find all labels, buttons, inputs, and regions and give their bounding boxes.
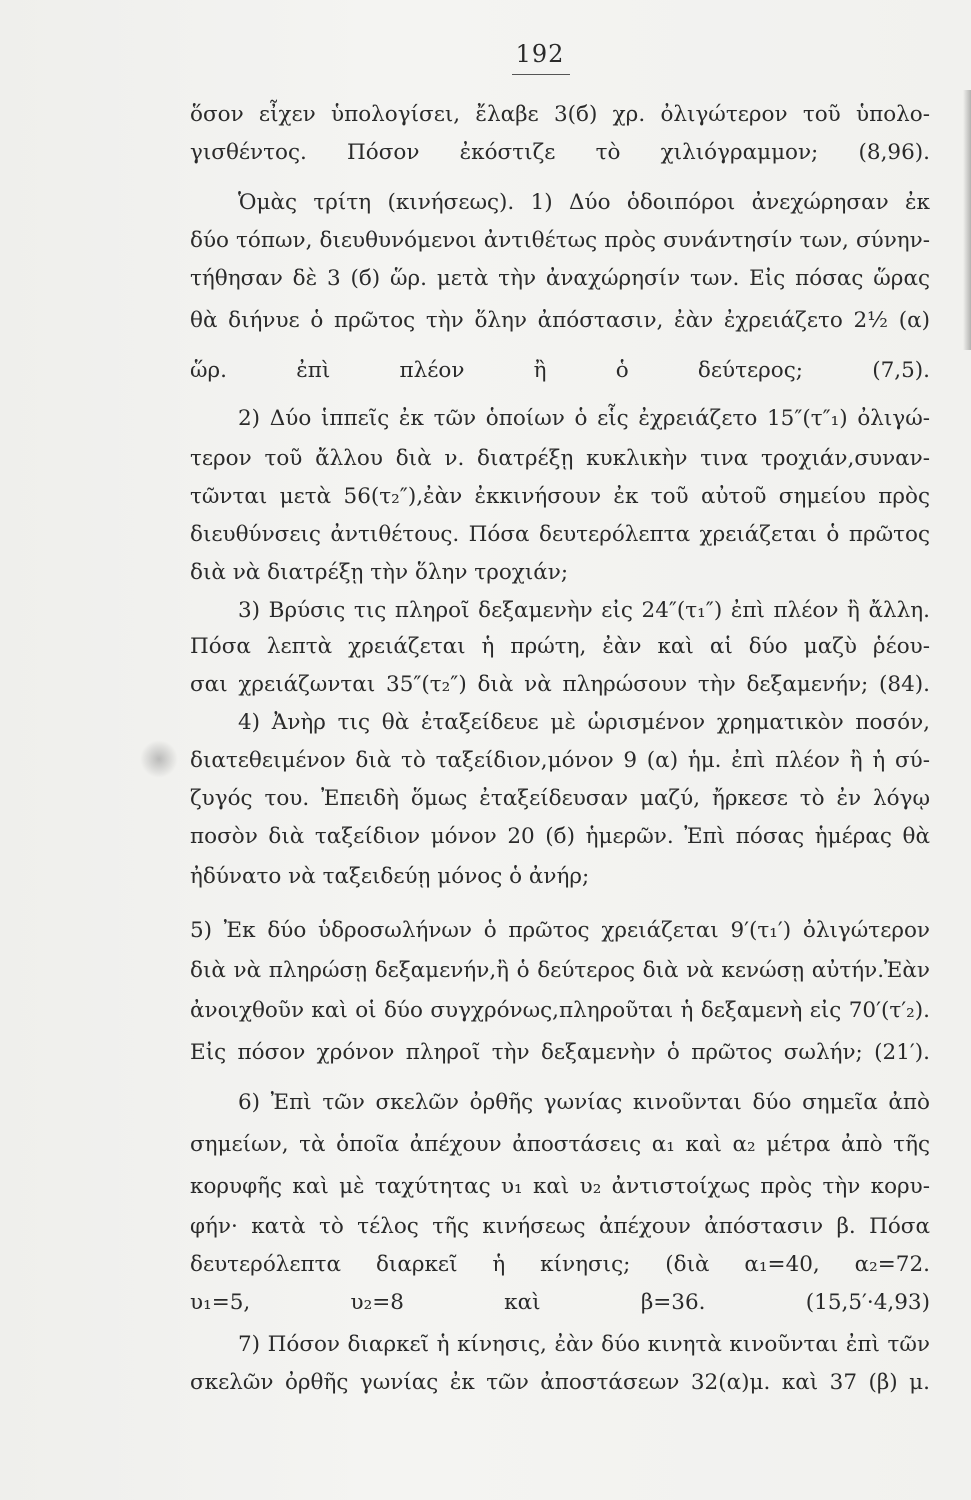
text-line: θὰ διήνυε ὁ πρῶτος τὴν ὅλην ἀπόστασιν, ἐὰν ἐχρειάζετο 2½ (α) (190, 308, 930, 333)
section-heading-line: Ὁμὰς τρίτη (κινήσεως). 1) Δύο ὁδοιπόροι ἀνεχώρησαν ἐκ (238, 190, 930, 215)
text-line: διευθύνσεις ἀντιθέτους. Πόσα δευτερόλεπτα χρειάζεται ὁ πρῶτος (190, 522, 930, 547)
text-line: δύο τόπων, διευθυνόμενοι ἀντιθέτως πρὸς συνάντησίν των, σύνην- (190, 228, 930, 253)
text-line: δευτερόλεπτα διαρκεῖ ἡ κίνησις; (διὰ α₁=40, α₂=72. (190, 1252, 930, 1277)
text-line: Πόσα λεπτὰ χρειάζεται ἡ πρώτη, ἐὰν καὶ αἱ δύο μαζὺ ῥέου- (190, 634, 930, 659)
text-line: ὥρ. ἐπὶ πλέον ἢ ὁ δεύτερος; (7,5). (190, 358, 930, 383)
page-number: 192 (515, 40, 565, 68)
text-line: σαι χρειάζωνται 35″(τ₂″) διὰ νὰ πληρώσουν τὴν δεξαμενήν; (84). (190, 672, 930, 697)
text-line: ἀνοιχθοῦν καὶ οἱ δύο συγχρόνως,πληροῦται ἡ δεξαμενὴ εἰς 70′(τ′₂). (190, 998, 930, 1023)
text-line: φήν· κατὰ τὸ τέλος τῆς κινήσεως ἀπέχουν ἀπόστασιν β. Πόσα (190, 1214, 930, 1239)
text-line: 2) Δύο ἱππεῖς ἐκ τῶν ὁποίων ὁ εἷς ἐχρειάζετο 15″(τ″₁) ὀλιγώ- (238, 406, 930, 431)
text-line: ὅσον εἶχεν ὑπολογίσει, ἔλαβε 3(б) χρ. ὀλιγώτερον τοῦ ὑπολο- (190, 102, 930, 127)
text-line: υ₁=5, υ₂=8 καὶ β=36. (15,5′·4,93) (190, 1290, 930, 1315)
text-line: 7) Πόσον διαρκεῖ ἡ κίνησις, ἐὰν δύο κινητὰ κινοῦνται ἐπὶ τῶν (238, 1332, 930, 1357)
text-line: τερον τοῦ ἄλλου διὰ ν. διατρέξῃ κυκλικὴν τινα τροχιάν,συναν- (190, 446, 930, 471)
text-line: ἠδύνατο νὰ ταξειδεύῃ μόνος ὁ ἀνήρ; (190, 864, 590, 889)
text-line: γισθέντος. Πόσον ἐκόστιζε τὸ χιλιόγραμμον; (8,96). (190, 140, 930, 165)
text-line: σκελῶν ὀρθῆς γωνίας ἐκ τῶν ἀποστάσεων 32(α)μ. καὶ 37 (β) μ. (190, 1370, 930, 1395)
text-line: τήθησαν δὲ 3 (б) ὥρ. μετὰ τὴν ἀναχώρησίν των. Εἰς πόσας ὥρας (190, 266, 930, 291)
page-number-rule (512, 74, 570, 75)
text-line: διατεθειμένον διὰ τὸ ταξείδιον,μόνον 9 (α) ἡμ. ἐπὶ πλέον ἢ ἡ σύ- (190, 748, 930, 773)
text-line: τῶνται μετὰ 56(τ₂″),ἐὰν ἐκκινήσουν ἐκ τοῦ αὐτοῦ σημείου πρὸς (190, 484, 930, 509)
text-line: Εἰς πόσον χρόνον πληροῖ τὴν δεξαμενὴν ὁ πρῶτος σωλήν; (21′). (190, 1040, 930, 1065)
text-line: ποσὸν διὰ ταξείδιον μόνον 20 (б) ἡμερῶν. Ἐπὶ πόσας ἡμέρας θὰ (190, 824, 930, 849)
text-line: διὰ νὰ πληρώσῃ δεξαμενήν,ἢ ὁ δεύτερος διὰ νὰ κενώσῃ αὐτήν.Ἐὰν (190, 958, 930, 983)
text-line: σημείων, τὰ ὁποῖα ἀπέχουν ἀποστάσεις α₁ καὶ α₂ μέτρα ἀπὸ τῆς (190, 1132, 930, 1157)
text-line: 3) Βρύσις τις πληροῖ δεξαμενὴν εἰς 24″(τ₁″) ἐπὶ πλέον ἢ ἄλλη. (238, 598, 930, 623)
text-line: διὰ νὰ διατρέξῃ τὴν ὅλην τροχιάν; (190, 560, 569, 585)
text-line: 4) Ἀνὴρ τις θὰ ἐταξείδευε μὲ ὡρισμένον χρηματικὸν ποσόν, (238, 710, 930, 735)
text-line: ζυγός του. Ἐπειδὴ ὅμως ἐταξείδευσαν μαζύ, ἤρκεσε τὸ ἐν λόγῳ (190, 786, 930, 811)
page-edge-shadow (963, 90, 971, 350)
text-line: κορυφῆς καὶ μὲ ταχύτητας υ₁ καὶ υ₂ ἀντιστοίχως πρὸς τὴν κορυ- (190, 1174, 930, 1199)
paper-stain (140, 740, 178, 778)
text-line: 5) Ἐκ δύο ὑδροσωλήνων ὁ πρῶτος χρειάζεται 9′(τ₁′) ὀλιγώτερον (190, 918, 930, 943)
text-line: 6) Ἐπὶ τῶν σκελῶν ὀρθῆς γωνίας κινοῦνται δύο σημεῖα ἀπὸ (238, 1090, 930, 1115)
